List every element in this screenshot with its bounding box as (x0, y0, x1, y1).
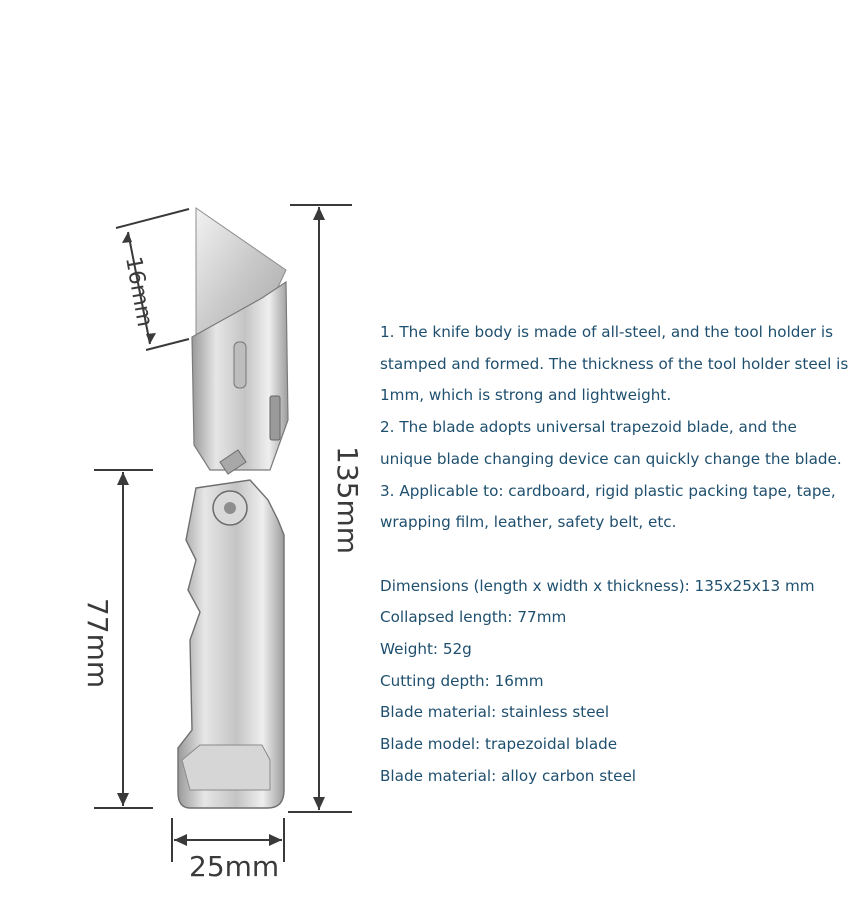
dimension-label-width: 25mm (189, 850, 280, 883)
description-line: unique blade changing device can quickly change the blade. (380, 449, 842, 468)
spacer (380, 539, 848, 571)
dimension-label-blade-depth: 16mm (120, 254, 158, 329)
description-block (380, 317, 848, 539)
spec-list (380, 571, 848, 793)
spec-weight: Weight: 52g (380, 640, 472, 659)
dimension-label-collapsed-length: 77mm (81, 598, 114, 689)
description-line: 1. The knife body is made of all-steel, and the tool holder is (380, 323, 833, 341)
spec-blade-model: Blade model: trapezoidal blade (380, 735, 618, 754)
spec-blade-material: Blade material: stainless steel (380, 703, 610, 722)
spec-panel (380, 317, 848, 793)
release-slot (234, 342, 246, 388)
dimension-label-total-length: 135mm (331, 446, 364, 554)
utility-knife-image (178, 208, 288, 808)
description-line: 3. Applicable to: cardboard, rigid plastic packing tape, tape, (380, 481, 836, 500)
spec-dimensions: Dimensions (length x width x thickness): 135x25x13 mm (380, 576, 815, 595)
description-line: wrapping film, leather, safety belt, etc. (380, 513, 677, 532)
spec-collapsed-length: Collapsed length: 77mm (380, 608, 567, 627)
description-line: 1mm, which is strong and lightweight. (380, 386, 672, 405)
description-line: stamped and formed. The thickness of the tool holder steel is (380, 354, 849, 373)
spec-cutting-depth: Cutting depth: 16mm (380, 671, 544, 690)
spec-blade-material-alloy: Blade material: alloy carbon steel (380, 766, 637, 785)
description-line: 2. The blade adopts universal trapezoid blade, and the (380, 418, 797, 437)
